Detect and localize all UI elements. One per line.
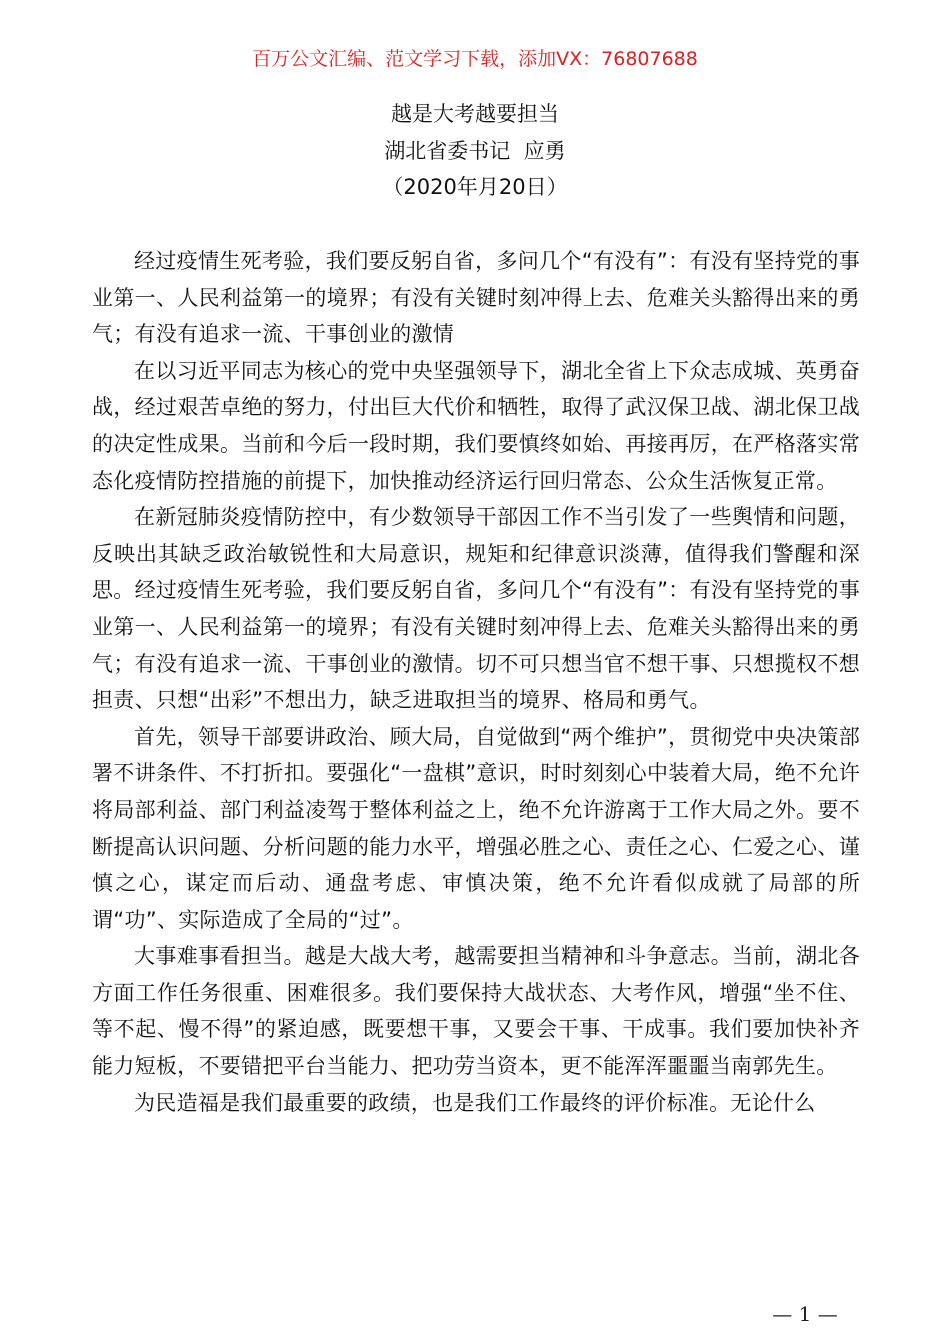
watermark-banner: 百万公文汇编、范文学习下载，添加VX：76807688 (252, 48, 698, 70)
paragraph-5: 大事难事看担当。越是大战大考，越需要担当精神和斗争意志。当前，湖北各方面工作任务很重、困难很多。我们要保持大战状态、大考作风，增强“坐不住、等不起、慢不得”的紧迫感，既要想干事，又要会干事、干成事。我们要加快补齐能力短板，不要错把平台当能力、把功劳当资本，更不能浑浑噩噩当南郭先生。 (92, 944, 860, 1079)
paragraph-6: 为民造福是我们最重要的政绩，也是我们工作最终的评价标准。无论什么 (134, 1090, 816, 1115)
paragraph-3: 在新冠肺炎疫情防控中，有少数领导干部因工作不当引发了一些舆情和问题，反映出其缺乏政治敏锐性和大局意识，规矩和纪律意识淡薄，值得我们警醒和深思。经过疫情生死考验，我们要反躬自省，多问几个“有没有”：有没有坚持党的事业第一、人民利益第一的境界；有没有关键时刻冲得上去、危难关头豁得出来的勇气；有没有追求一流、干事创业的激情。切不可只想当官不想干事、只想揽权不想担责、只想“出彩”不想出力，缺乏进取担当的境界、格局和勇气。 (92, 505, 860, 713)
paragraph-1: 经过疫情生死考验，我们要反躬自省，多问几个“有没有”：有没有坚持党的事业第一、人民利益第一的境界；有没有关键时刻冲得上去、危难关头豁得出来的勇气；有没有追求一流、干事创业的激情 (92, 249, 860, 347)
date-line: （2020年月20日） (382, 175, 568, 199)
paragraph-2: 在以习近平同志为核心的党中央坚强领导下，湖北全省上下众志成城、英勇奋战，经过艰苦卓绝的努力，付出巨大代价和牺牲，取得了武汉保卫战、湖北保卫战的决定性成果。当前和今后一段时期，我们要慎终如始、再接再厉，在严格落实常态化疫情防控措施的前提下，加快推动经济运行回归常态、公众生活恢复正常。 (92, 358, 860, 493)
author-line: 湖北省委书记 应勇 (384, 139, 566, 163)
document-title: 越是大考越要担当 (391, 102, 559, 126)
paragraph-4: 首先，领导干部要讲政治、顾大局，自觉做到“两个维护”，贯彻党中央决策部署不讲条件、不打折扣。要强化“一盘棋”意识，时时刻刻心中装着大局，绝不允许将局部利益、部门利益凌驾于整体利益之上，绝不允许游离于工作大局之外。要不断提高认识问题、分析问题的能力水平，增强必胜之心、责任之心、仁爱之心、谨慎之心，谋定而后动、通盘考虑、审慎决策，绝不允许看似成就了局部的所谓“功”、实际造成了全局的“过”。 (92, 724, 860, 932)
page-number: — 1 — (772, 1302, 838, 1326)
document-body (92, 243, 860, 1121)
